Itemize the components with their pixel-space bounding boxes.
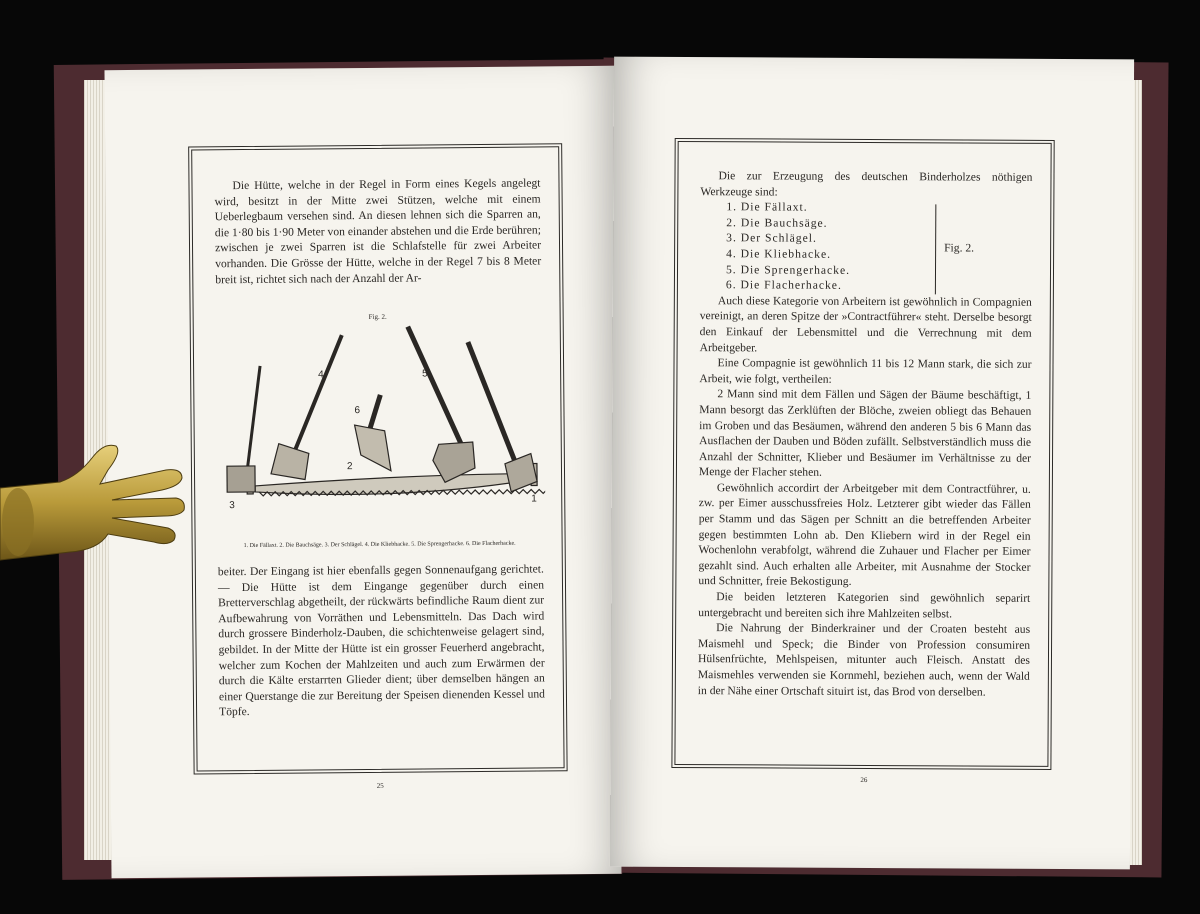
brass-hand-holder [0, 436, 190, 586]
kliebhacke-drawing [270, 335, 343, 480]
right-page-frame [674, 141, 1051, 767]
left-top-paragraph: Die Hütte, welche in der Regel in Form eines Kegels angelegt wird, besitzt in der Mitte zwei Stützen, welche mit einem Ueberlegbaum versehen sind. An diesen lehnen sich die Sparren an, die 1·80 bis 1·90 Meter von einander abstehen und die Erde berühren; zwischen je zwei Sparren ist die Schlafstelle für zwei Arbeiter vorhanden. Die Grösse der Hütte, welche in der Regel 7 bis 8 Meter breit ist, richtet sich nach der Anzahl der Ar- [214, 176, 542, 286]
tool-item: 4. Die Kliebhacke. [726, 247, 832, 261]
tool-item: 3. Der Schlägel. [726, 231, 817, 246]
tools-intro: Die zur Erzeugung des deutschen Binderholzes nöthigen Werkzeuge sind: [700, 169, 1033, 199]
tool-number-3: 3 [229, 500, 235, 512]
schlaegel-drawing [226, 366, 261, 492]
paragraph-3: 2 Mann sind mit dem Fällen und Sägen der Bäume beschäftigt, 1 Mann besorgt das Zerklüften der Blöche, zweien obliegt das Behauen im Groben und das Besäumen, während den anderen 5 bis 6 Mann das Ausflachen der Dauben und Böden zufällt. Selbstverständlich muss die Anzahl der Schnitter, Klieber und Besäumer im Verhältnisse zu der Menge der Flacher stehen. [698, 387, 1032, 480]
paragraph-4: Gewöhnlich accordirt der Arbeitgeber mit dem Contractführer, u. zw. per Eimer ausschussfreies Holz. Letzterer gibt wieder das Fällen per Stamm und das Sägen per Schnitt an die betreffenden Arbeiter gegen bestimmten Lohn ab. Den Kliebern wird in der Regel ein Wochenlohn verabfolgt, während die Zuhauer und Flacher per Eimer gezahlt sind. Auch erhalten alle Arbeiter, mit Ausnahme der Stocker und Schnitter, freie Bekostigung. [698, 481, 1031, 589]
tools-list-block [700, 199, 1032, 294]
paragraph-6: Die Nahrung der Binderkrainer und der Croaten besteht aus Maismehl und Speck; die Binder von Profession consumiren Hülsenfrüchte, Mehlspeisen, mitunter auch Fleisch. Anstatt des Maismehles verwenden sie Kornmehl, beziehen auch, wenn der Wald in der Nähe einer Ortschaft situirt ist, das Brod von derselben. [697, 621, 1031, 699]
tools-illustration [212, 323, 546, 536]
tool-item: 6. Die Flacherhacke. [725, 278, 842, 292]
figure-legend: 1. Die Fällaxt. 2. Die Bauchsäge. 3. Der Schlägel. 4. Die Kliebhacke. 5. Die Sprengerhacke. 6. Die Flacherhacke. [243, 540, 516, 550]
left-page-frame [191, 146, 564, 771]
tools-list [726, 199, 1032, 294]
tool-item: 1. Die Fällaxt. [726, 200, 808, 214]
left-page-number: 25 [376, 781, 384, 790]
right-page [610, 57, 1134, 870]
tool-number-4: 4 [318, 369, 324, 381]
brace [926, 204, 936, 294]
tool-item: 2. Die Bauchsäge. [726, 216, 828, 230]
paragraph-1: Auch diese Kategorie von Arbeitern ist gewöhnlich in Compagnien vereinigt, an deren Spitze der »Contractführer« steht. Derselbe besorgt den Einkauf der Lebensmittel und die Verrechnung mit dem Arbeitgeber. [699, 293, 1032, 354]
figure-caption: Fig. 2. [368, 312, 387, 321]
tool-number-1: 1 [531, 493, 537, 505]
right-page-number: 26 [860, 775, 868, 784]
right-page-text [698, 168, 1033, 700]
paragraph-5: Die beiden letzteren Kategorien sind gewöhnlich separirt untergebracht und bereiten sich ihre Mahlzeiten selbst. [698, 590, 1031, 621]
tool-number-5: 5 [422, 368, 428, 380]
sprengerhacke-drawing [408, 326, 475, 483]
tool-number-6: 6 [354, 405, 361, 417]
faellaxt-drawing [468, 341, 537, 492]
tool-number-2: 2 [346, 461, 353, 473]
paragraph-2: Eine Compagnie ist gewöhnlich 11 bis 12 Mann stark, die sich zur Arbeit, wie folgt, vertheilen: [699, 356, 1032, 386]
brace-label: Fig. 2. [944, 241, 975, 255]
left-bottom-paragraph: beiter. Der Eingang ist hier ebenfalls gegen Sonnenaufgang gerichtet. — Die Hütte ist dem Eingange gegenüber durch einen Bretterverschlag abgetheilt, der rückwärts befindliche Raum dient zur Aufbewahrung von Vorräthen und Lebensmitteln. Das Dach wird durch grossere Binderholz-Dauben, die schichtenweise gelagert sind, gebildet. In der Mitte der Hütte ist ein grosser Feuerherd angebracht, welcher zum Kochen der Mahlzeiten und auch zum Erwärmen der durch die Kälte erstarrten Glieder dient; über demselben hängen an einer Querstange die zur Bereitung der Speisen dienenden Kessel und Töpfe. [217, 562, 545, 719]
tool-item: 5. Die Sprengerhacke. [725, 262, 851, 277]
